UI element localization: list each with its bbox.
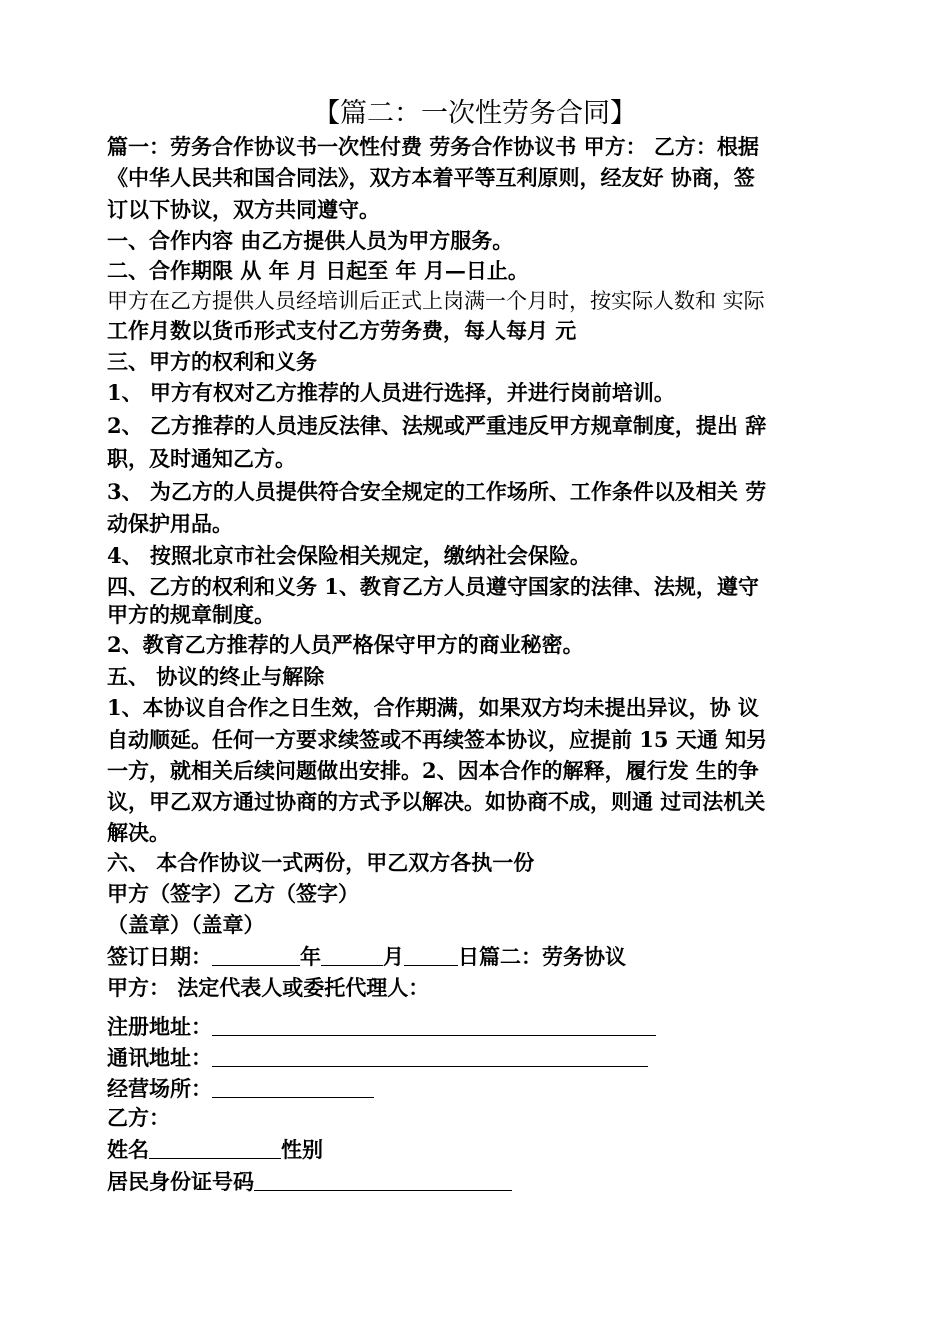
text-line: 三、甲方的权利和义务 bbox=[107, 349, 317, 374]
text-line: 议，甲乙双方通过协商的方式予以解决。如协商不成，则通 过司法机关 bbox=[107, 789, 766, 814]
text-line: 3、 为乙方的人员提供符合安全规定的工作场所、工作条件以及相关 劳 bbox=[107, 479, 767, 504]
month-blank[interactable] bbox=[321, 941, 383, 966]
text-line: 一方，就相关后续问题做出安排。2、因本合作的解释，履行发 生的争 bbox=[107, 758, 759, 783]
text-line: 四、乙方的权利和义务 1、教育乙方人员遵守国家的法律、法规，遵守 bbox=[107, 574, 759, 599]
business-place-row bbox=[107, 1073, 857, 1104]
text-line: 一、合作内容 由乙方提供人员为甲方服务。 bbox=[107, 228, 514, 253]
name-field[interactable] bbox=[149, 1134, 281, 1159]
text-line: 甲方在乙方提供人员经培训后正式上岗满一个月时，按实际人数和 实际 bbox=[107, 289, 765, 313]
text-line: 1、本协议自合作之日生效，合作期满，如果双方均未提出异议，协 议 bbox=[107, 695, 759, 720]
party-b-line: 乙方： bbox=[107, 1105, 170, 1130]
text-line: 自动顺延。任何一方要求续签或不再续签本协议，应提前 15 天通 知另 bbox=[107, 727, 768, 752]
text-line: 篇一：劳务合作协议书一次性付费 劳务合作协议书 甲方： 乙方：根据 bbox=[107, 134, 759, 159]
text-line: 二、合作期限 从 年 月 日起至 年 月—日止。 bbox=[107, 258, 529, 283]
document-title: 【篇二：一次性劳务合同】 bbox=[313, 98, 637, 129]
name-gender-row bbox=[107, 1134, 857, 1165]
name-label: 姓名 bbox=[107, 1137, 149, 1162]
comm-address-row bbox=[107, 1042, 857, 1073]
reg-address-field[interactable] bbox=[212, 1011, 656, 1036]
id-number-field[interactable] bbox=[254, 1166, 512, 1191]
text-line: 甲方的规章制度。 bbox=[107, 602, 275, 627]
year-label: 年 bbox=[300, 944, 321, 969]
text-line: 甲方（签字）乙方（签字） bbox=[107, 881, 359, 906]
text-line: 工作月数以货币形式支付乙方劳务费，每人每月 元 bbox=[107, 318, 577, 343]
text-line: 六、 本合作协议一式两份，甲乙双方各执一份 bbox=[107, 850, 535, 875]
sign-date-line bbox=[107, 941, 857, 972]
reg-address-row bbox=[107, 1011, 857, 1042]
month-label: 月 bbox=[383, 944, 404, 969]
business-place-field[interactable] bbox=[212, 1073, 374, 1098]
reg-address-label: 注册地址： bbox=[107, 1014, 212, 1039]
text-line: （盖章）（盖章） bbox=[107, 912, 265, 937]
text-line: 五、 协议的终止与解除 bbox=[107, 664, 325, 689]
gender-label: 性别 bbox=[281, 1137, 323, 1162]
id-number-row bbox=[107, 1166, 857, 1197]
text-line: 解决。 bbox=[107, 820, 170, 845]
text-line: 订以下协议，双方共同遵守。 bbox=[107, 197, 380, 222]
text-line: 《中华人民共和国合同法》，双方本着平等互利原则，经友好 协商，签 bbox=[107, 165, 755, 190]
id-number-label: 居民身份证号码 bbox=[107, 1169, 254, 1194]
text-line: 职，及时通知乙方。 bbox=[107, 446, 296, 471]
text-line: 动保护用品。 bbox=[107, 511, 233, 536]
sign-date-label: 签订日期： bbox=[107, 944, 212, 969]
day-blank[interactable] bbox=[404, 941, 458, 966]
section-heading: 篇二：劳务协议 bbox=[479, 944, 626, 969]
text-line: 2、 乙方推荐的人员违反法律、法规或严重违反甲方规章制度，提出 辞 bbox=[107, 413, 767, 438]
text-line: 2、教育乙方推荐的人员严格保守甲方的商业秘密。 bbox=[107, 632, 584, 657]
year-blank[interactable] bbox=[212, 941, 300, 966]
business-place-label: 经营场所： bbox=[107, 1076, 212, 1101]
comm-address-field[interactable] bbox=[212, 1042, 648, 1067]
party-a-line: 甲方： 法定代表人或委托代理人： bbox=[107, 975, 430, 1000]
text-line: 1、 甲方有权对乙方推荐的人员进行选择，并进行岗前培训。 bbox=[107, 380, 675, 405]
day-label: 日 bbox=[458, 944, 479, 969]
comm-address-label: 通讯地址： bbox=[107, 1045, 212, 1070]
text-line: 4、 按照北京市社会保险相关规定，缴纳社会保险。 bbox=[107, 543, 591, 568]
